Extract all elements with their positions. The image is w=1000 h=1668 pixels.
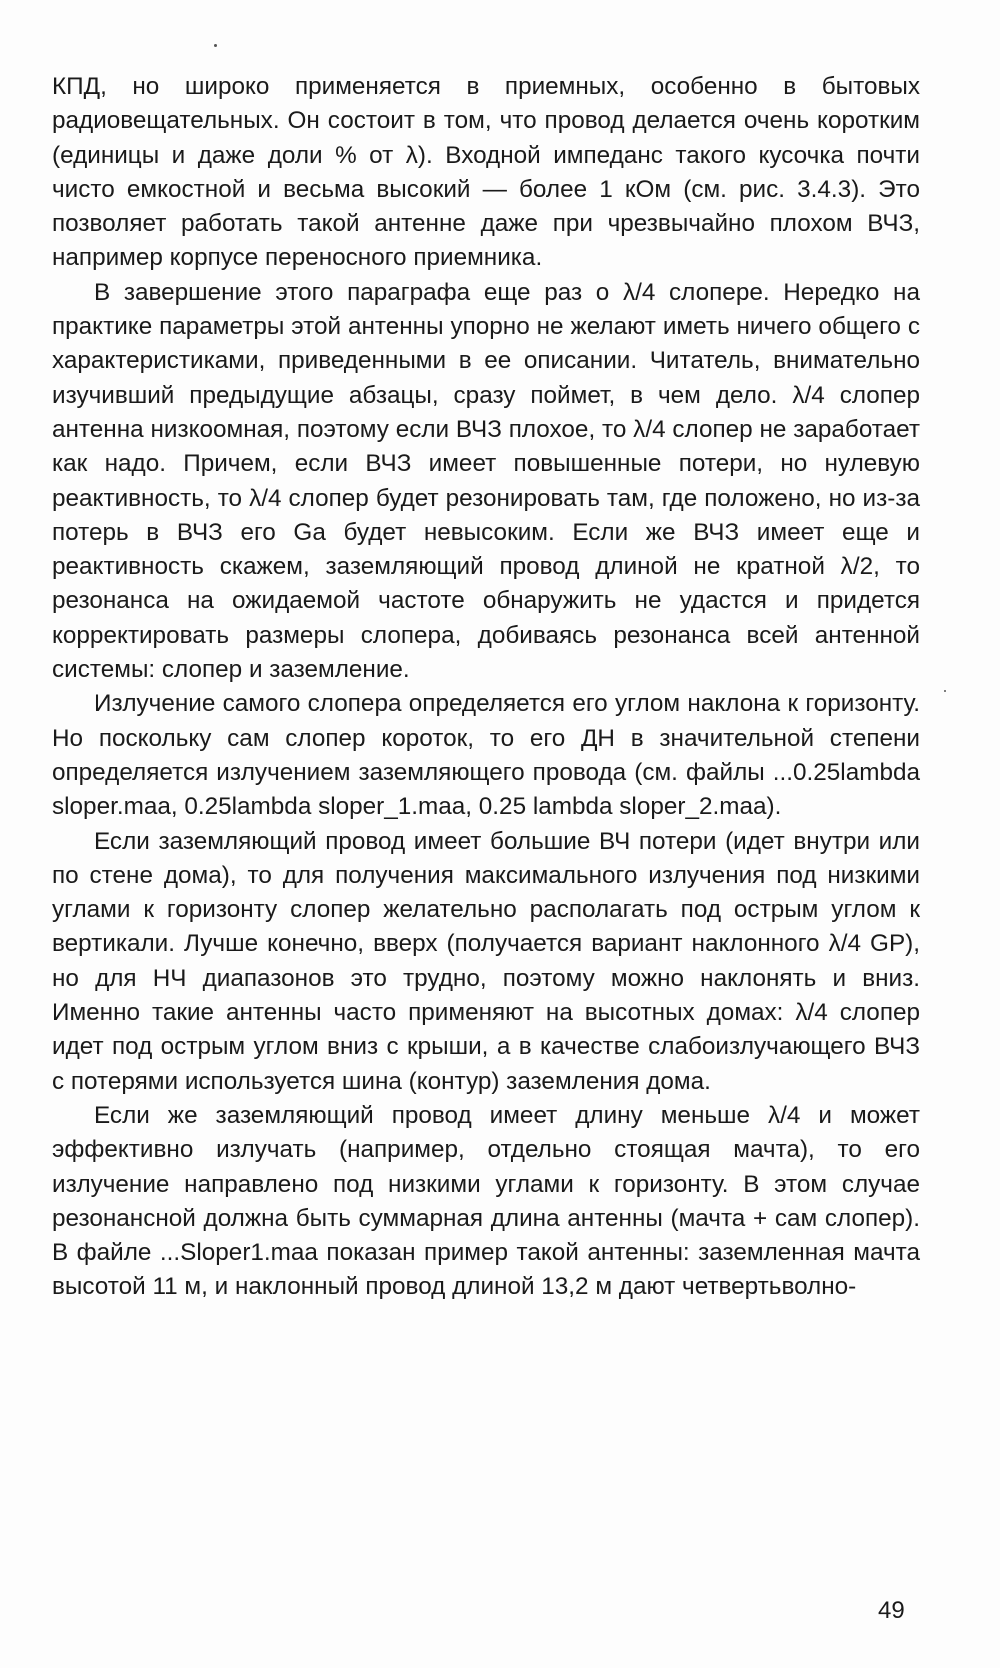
scan-speck	[214, 44, 217, 47]
paragraph: КПД, но широко применяется в приемных, особенно в бытовых радиовещательных. Он состоит в том, что провод делается очень коротким (единицы и даже доли % от λ). Входной импеданс такого кусочка почти чисто емкостной и весьма высокий — более 1 кОм (см. рис. 3.4.3). Это позволяет работать такой антенне даже при чрезвычайно плохом ВЧЗ, например корпусе переносного приемника.	[52, 73, 920, 272]
scan-speck	[944, 690, 946, 692]
body-text	[52, 70, 920, 1305]
paragraph: Если же заземляющий провод имеет длину меньше λ/4 и может эффективно излучать (например, отдельно стоящая мачта), то его излучение направлено под низкими углами к горизонту. В этом случае резонансной должна быть суммарная длина антенны (мачта + сам слопер). В файле ...Sloper1.maa показан пример такой антенны: заземленная мачта высотой 11 м, и наклонный провод длиной 13,2 м дают четвертьволно-	[52, 1101, 920, 1301]
paragraph: Излучение самого слопера определяется его углом наклона к горизонту. Но поскольку сам слопер короток, то его ДН в значительной степени определяется излучением заземляющего провода (см. файлы ...0.25lambda sloper.maa, 0.25lambda sloper_1.maa, 0.25 lambda sloper_2.maa).	[52, 690, 920, 821]
paragraph: Если заземляющий провод имеет большие ВЧ потери (идет внутри или по стене дома), то для получения максимального излучения под низкими углами к горизонту слопер желательно располагать под острым углом к вертикали. Лучше конечно, вверх (получается вариант наклонного λ/4 GP), но для НЧ диапазонов это трудно, поэтому можно наклонять и вниз. Именно такие антенны часто применяют на высотных домах: λ/4 слопер идет под острым углом вниз с крыши, а в качестве слабоизлучающего ВЧЗ с потерями используется шина (контур) заземления дома.	[52, 827, 920, 1095]
page-number: 49	[878, 1597, 905, 1624]
paragraph: В завершение этого параграфа еще раз о λ/4 слопере. Нередко на практике параметры этой антенны упорно не желают иметь ничего общего с характеристиками, приведенными в ее описании. Читатель, внимательно изучивший предыдущие абзацы, сразу поймет, в чем дело. λ/4 слопер антенна низкоомная, поэтому если ВЧЗ плохое, то λ/4 слопер не заработает как надо. Причем, если ВЧЗ имеет повышенные потери, но нулевую реактивность, то λ/4 слопер будет резонировать там, где положено, но из-за потерь в ВЧЗ его Ga будет невысоким. Если же ВЧЗ имеет еще и реактивность скажем, заземляющий провод длиной не кратной λ/2, то резонанса на ожидаемой частоте обнаружить не удастся и придется корректировать размеры слопера, добиваясь резонанса всей антенной системы: слопер и заземление.	[52, 278, 920, 684]
